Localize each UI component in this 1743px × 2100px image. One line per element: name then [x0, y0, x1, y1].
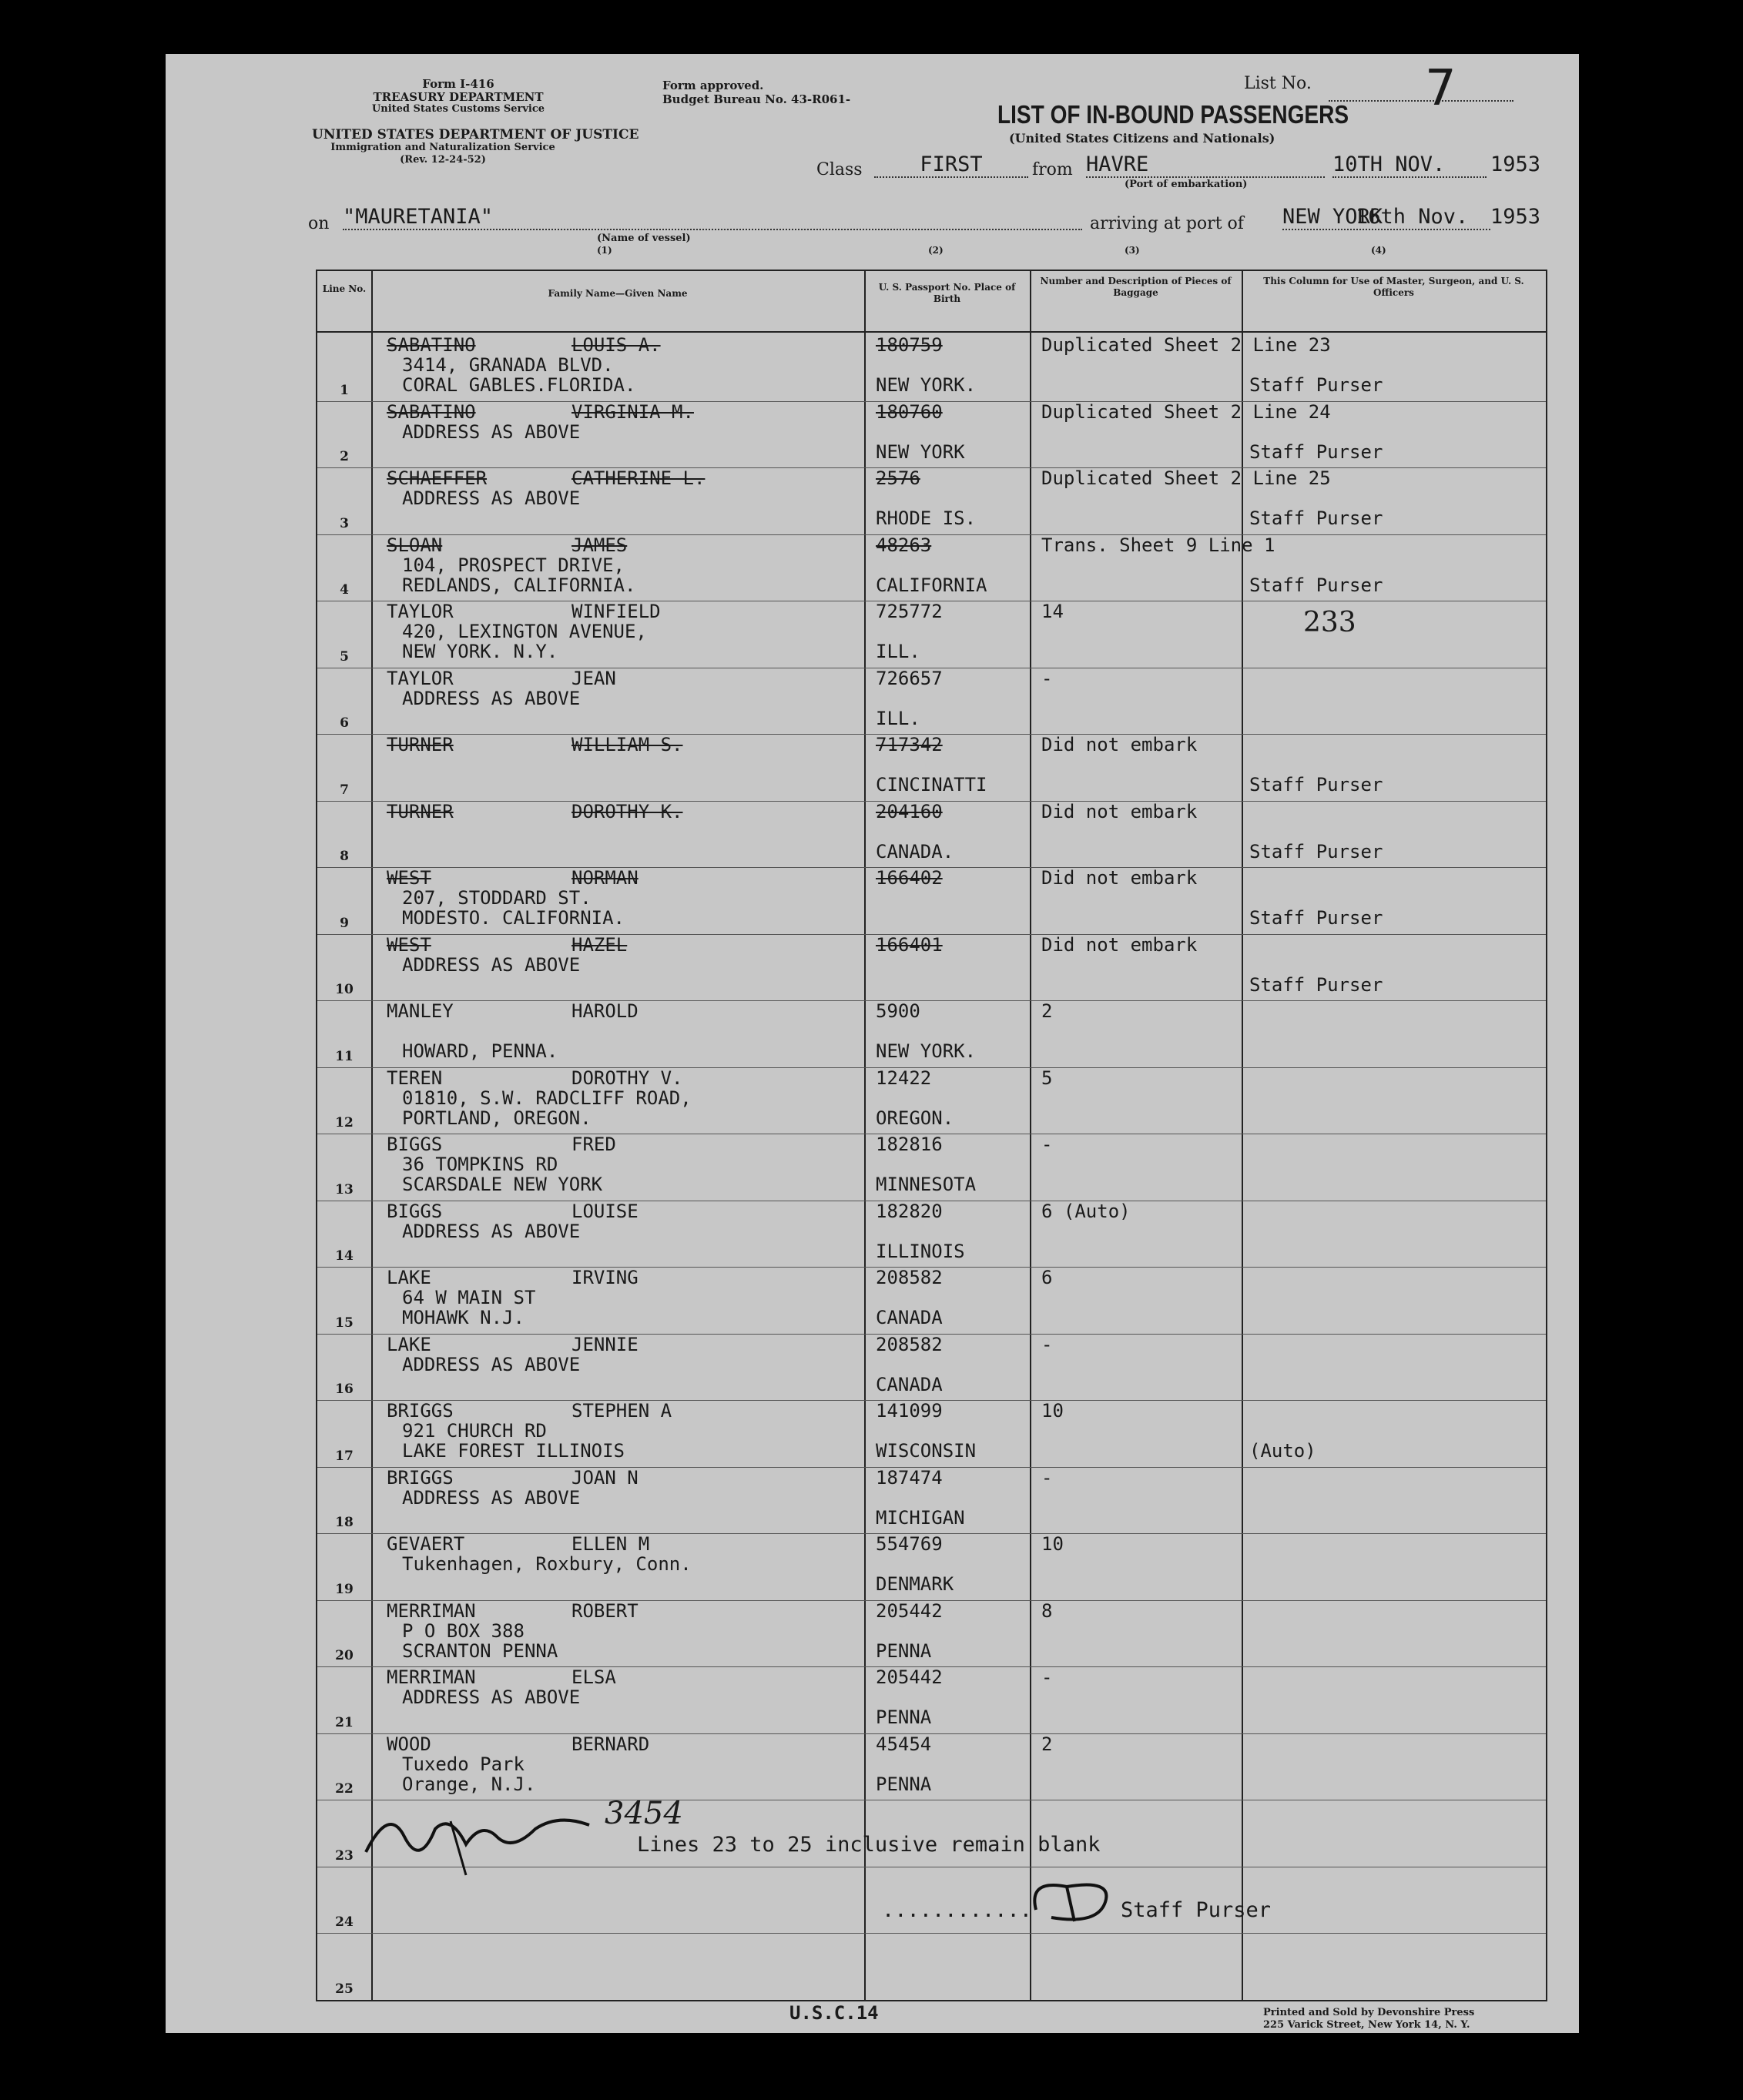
- given-name: DOROTHY K.: [572, 800, 683, 822]
- line-number: 1: [340, 382, 349, 398]
- punch-hole: [119, 1463, 155, 1499]
- place-of-birth: PENNA: [876, 1773, 932, 1795]
- table-row: [317, 1533, 1546, 1600]
- line-number: 10: [335, 982, 354, 997]
- address-line-1: 36 TOMPKINS RD: [402, 1154, 558, 1175]
- address-line-1: ADDRESS AS ABOVE: [402, 1686, 581, 1708]
- line-number: 8: [340, 849, 349, 864]
- address-line-1: P O BOX 388: [402, 1619, 525, 1642]
- table-row: [317, 1600, 1546, 1667]
- baggage-desc: -: [1041, 1134, 1053, 1155]
- passport-number: 725772: [876, 601, 943, 622]
- place-of-birth: CINCINATTI: [876, 774, 987, 795]
- address-line-1: ADDRESS AS ABOVE: [402, 1353, 581, 1375]
- table-row: [317, 467, 1546, 534]
- family-name: BIGGS: [387, 1200, 443, 1222]
- family-name: GEVAERT: [387, 1533, 465, 1555]
- baggage-note: Staff Purser: [1249, 774, 1383, 795]
- given-name: HAROLD: [572, 1000, 639, 1022]
- place-of-birth: MICHIGAN: [876, 1506, 965, 1529]
- address-line-2: Orange, N.J.: [402, 1773, 536, 1795]
- line-number: 7: [340, 782, 349, 798]
- place-of-birth: CANADA.: [876, 840, 954, 862]
- line-number: 13: [335, 1181, 354, 1197]
- printer-line-2: 225 Varick Street, New York 14, N. Y.: [1263, 2019, 1470, 2031]
- given-name: LOUIS A.: [572, 334, 661, 356]
- passport-number: 187474: [876, 1466, 943, 1489]
- baggage-note: Staff Purser: [1249, 840, 1383, 862]
- table-row: [317, 801, 1546, 868]
- arrival-year: 1953: [1490, 205, 1541, 229]
- place-of-birth: ILL.: [876, 707, 920, 729]
- punch-hole: [119, 112, 155, 147]
- address-line-1: 420, LEXINGTON AVENUE,: [402, 621, 647, 642]
- on-label: on: [308, 214, 330, 233]
- passport-number: 166402: [876, 867, 943, 889]
- table-row: [317, 1467, 1546, 1534]
- family-name: TEREN: [387, 1067, 443, 1089]
- family-name: TURNER: [387, 800, 454, 822]
- address-line-2: MOHAWK N.J.: [402, 1307, 525, 1328]
- address-line-1: 3414, GRANADA BLVD.: [402, 354, 614, 376]
- doj-title: UNITED STATES DEPARTMENT OF JUSTICE: [312, 127, 639, 142]
- table-row: [317, 601, 1546, 668]
- address-line-2: REDLANDS, CALIFORNIA.: [402, 574, 636, 596]
- line-number: 5: [340, 648, 349, 665]
- form-code: U.S.C.14: [789, 2002, 879, 2024]
- footer-staff-purser: Staff Purser: [1121, 1898, 1272, 1922]
- given-name: JAMES: [572, 534, 628, 556]
- line-number: 20: [335, 1648, 354, 1663]
- table-row: [317, 334, 1546, 401]
- baggage-desc: Trans. Sheet 9 Line 1: [1041, 534, 1275, 556]
- given-name: STEPHEN A: [572, 1400, 672, 1422]
- family-name: MANLEY: [387, 1000, 454, 1022]
- family-name: BRIGGS: [387, 1400, 454, 1422]
- place-of-birth: NEW YORK.: [876, 374, 977, 396]
- address-line-2: LAKE FOREST ILLINOIS: [402, 1440, 625, 1462]
- place-of-birth: RHODE IS.: [876, 507, 977, 529]
- family-name: TAYLOR: [387, 601, 454, 622]
- family-name: TURNER: [387, 734, 454, 755]
- baggage-desc: 5: [1041, 1067, 1053, 1089]
- vessel-name: "MAURETANIA": [343, 205, 1082, 230]
- arrival-date: 16th Nov.: [1356, 205, 1469, 229]
- baggage-desc: 10: [1041, 1533, 1064, 1555]
- address-line-1: Tukenhagen, Roxbury, Conn.: [402, 1553, 692, 1575]
- col-head-name: Family Name—Given Name: [548, 288, 688, 299]
- family-name: MERRIMAN: [387, 1666, 476, 1688]
- col-head-passport: U. S. Passport No. Place of Birth: [878, 282, 1016, 304]
- embark-date: 10TH NOV.: [1332, 152, 1487, 178]
- given-name: FRED: [572, 1134, 616, 1155]
- table-row: [317, 1933, 1546, 2000]
- address-line-1: ADDRESS AS ABOVE: [402, 420, 581, 443]
- line-number: 12: [335, 1115, 354, 1130]
- baggage-desc: 2: [1041, 1733, 1053, 1755]
- family-name: WOOD: [387, 1733, 431, 1755]
- baggage-desc: -: [1041, 1333, 1053, 1355]
- address-line-1: ADDRESS AS ABOVE: [402, 1220, 581, 1242]
- family-name: LAKE: [387, 1333, 431, 1355]
- place-of-birth: MINNESOTA: [876, 1174, 977, 1195]
- printer-line-1: Printed and Sold by Devonshire Press: [1263, 2007, 1475, 2018]
- family-name: MERRIMAN: [387, 1599, 476, 1622]
- line-number: 11: [335, 1048, 354, 1064]
- baggage-desc: 2: [1041, 1000, 1053, 1022]
- place-of-birth: CANADA: [876, 1307, 943, 1328]
- passport-number: 45454: [876, 1733, 932, 1755]
- place-of-birth: WISCONSIN: [876, 1440, 977, 1462]
- line-number: 24: [335, 1914, 354, 1930]
- punch-hole: [104, 373, 139, 409]
- family-name: SCHAEFFER: [387, 467, 488, 489]
- given-name: ROBERT: [572, 1599, 639, 1622]
- from-value: HAVRE: [1086, 152, 1325, 178]
- passport-number: 205442: [876, 1599, 943, 1622]
- officer-note: 233: [1303, 607, 1356, 638]
- line-number: 21: [335, 1714, 354, 1730]
- address-line-1: Tuxedo Park: [402, 1753, 525, 1775]
- place-of-birth: CANADA: [876, 1373, 943, 1395]
- baggage-desc: 6 (Auto): [1041, 1200, 1131, 1222]
- baggage-note: Staff Purser: [1249, 907, 1383, 929]
- place-of-birth: PENNA: [876, 1706, 932, 1728]
- given-name: JEAN: [572, 667, 616, 689]
- address-line-2: MODESTO. CALIFORNIA.: [402, 907, 625, 929]
- baggage-desc: Duplicated Sheet 2 Line 23: [1041, 334, 1331, 356]
- passport-number: 180760: [876, 400, 943, 423]
- line-number: 25: [335, 1981, 354, 1997]
- given-name: JENNIE: [572, 1333, 639, 1355]
- passport-number: 208582: [876, 1333, 943, 1355]
- address-line-1: 104, PROSPECT DRIVE,: [402, 554, 625, 576]
- col-head-line: Line No.: [322, 283, 367, 294]
- baggage-desc: 6: [1041, 1267, 1053, 1288]
- punch-hole: [119, 1120, 155, 1156]
- line-number: 3: [340, 515, 349, 531]
- line-number: 6: [340, 715, 349, 731]
- baggage-note: Staff Purser: [1249, 440, 1383, 463]
- baggage-desc: 14: [1041, 601, 1064, 622]
- line-number: 4: [340, 582, 349, 598]
- family-name: LAKE: [387, 1267, 431, 1288]
- address-line-2: PORTLAND, OREGON.: [402, 1107, 592, 1129]
- baggage-desc: Duplicated Sheet 2 Line 25: [1041, 467, 1331, 489]
- baggage-desc: 8: [1041, 1599, 1053, 1622]
- vessel-note: (Name of vessel): [597, 233, 691, 244]
- line-number: 14: [335, 1248, 354, 1264]
- place-of-birth: OREGON.: [876, 1107, 954, 1129]
- family-name: BIGGS: [387, 1134, 443, 1155]
- address-line-2: HOWARD, PENNA.: [402, 1040, 558, 1062]
- baggage-desc: -: [1041, 1666, 1053, 1688]
- passport-number: 182820: [876, 1200, 943, 1222]
- table-row: [317, 934, 1546, 1001]
- handwritten-signature: [358, 1790, 612, 1883]
- table-row: [317, 734, 1546, 801]
- address-line-1: ADDRESS AS ABOVE: [402, 953, 581, 976]
- line-number: 15: [335, 1315, 354, 1331]
- customs-service: United States Customs Service: [371, 103, 545, 115]
- rev-date: (Rev. 12-24-52): [400, 154, 486, 166]
- table-row: [317, 1067, 1546, 1134]
- punch-hole: [119, 724, 155, 759]
- baggage-desc: Did not embark: [1041, 933, 1198, 956]
- treasury-dept: TREASURY DEPARTMENT: [373, 90, 544, 104]
- address-line-1: 64 W MAIN ST: [402, 1287, 536, 1308]
- header-rule: [317, 331, 1546, 333]
- table-row: [317, 867, 1546, 934]
- baggage-note: Staff Purser: [1249, 374, 1383, 396]
- handwritten-number: 3454: [605, 1796, 683, 1831]
- line-number: 17: [335, 1448, 354, 1464]
- place-of-birth: ILL.: [876, 641, 920, 662]
- place-of-birth: DENMARK: [876, 1573, 954, 1595]
- table-row: [317, 534, 1546, 601]
- given-name: WINFIELD: [572, 601, 661, 622]
- address-line-2: CORAL GABLES.FLORIDA.: [402, 374, 636, 396]
- line-number: 22: [335, 1781, 354, 1797]
- passport-number: 554769: [876, 1533, 943, 1555]
- page-title: LIST OF IN-BOUND PASSENGERS: [997, 100, 1349, 129]
- line-number: 18: [335, 1515, 354, 1530]
- page-subtitle: (United States Citizens and Nationals): [1009, 131, 1275, 146]
- baggage-desc: Did not embark: [1041, 734, 1198, 755]
- line-number: 19: [335, 1581, 354, 1597]
- passport-number: 205442: [876, 1666, 943, 1688]
- given-name: HAZEL: [572, 933, 628, 956]
- col-num-4: (4): [1371, 245, 1386, 256]
- passenger-table: [316, 270, 1547, 2001]
- family-name: SABATINO: [387, 334, 476, 356]
- passport-number: 182816: [876, 1134, 943, 1155]
- given-name: WILLIAM S.: [572, 734, 683, 755]
- col-head-officers: This Column for Use of Master, Surgeon, and U. S. Officers: [1263, 276, 1524, 298]
- col-num-2: (2): [928, 245, 944, 256]
- embark-year: 1953: [1490, 152, 1541, 176]
- place-of-birth: ILLINOIS: [876, 1240, 965, 1262]
- address-line-1: ADDRESS AS ABOVE: [402, 1486, 581, 1509]
- baggage-note: (Auto): [1249, 1440, 1316, 1462]
- given-name: JOAN N: [572, 1466, 639, 1489]
- arriving-label: arriving at port of: [1090, 214, 1244, 233]
- line-number: 2: [340, 449, 349, 464]
- list-no-line: [1329, 85, 1513, 102]
- place-of-birth: PENNA: [876, 1639, 932, 1662]
- address-line-2: NEW YORK. N.Y.: [402, 641, 558, 662]
- address-line-1: ADDRESS AS ABOVE: [402, 487, 581, 509]
- baggage-desc: Did not embark: [1041, 867, 1198, 889]
- baggage-desc: -: [1041, 667, 1053, 689]
- given-name: VIRGINIA M.: [572, 400, 694, 423]
- given-name: CATHERINE L.: [572, 467, 706, 489]
- port-note: (Port of embarkation): [1125, 179, 1248, 190]
- baggage-note: Staff Purser: [1249, 507, 1383, 529]
- passport-number: 166401: [876, 933, 943, 956]
- class-label: Class: [816, 160, 863, 179]
- line-number: 23: [335, 1847, 354, 1864]
- given-name: IRVING: [572, 1267, 639, 1288]
- budget-bureau: Budget Bureau No. 43-R061-: [662, 92, 851, 106]
- col-num-3: (3): [1125, 245, 1140, 256]
- manifest-sheet: [166, 54, 1579, 2033]
- line-number: 9: [340, 915, 349, 931]
- punch-hole: [104, 246, 139, 282]
- form-number: Form I-416: [422, 77, 494, 91]
- family-name: WEST: [387, 867, 431, 889]
- passport-number: 12422: [876, 1067, 932, 1089]
- list-no-value: 7: [1425, 60, 1456, 117]
- punch-hole: [119, 1956, 155, 1991]
- given-name: BERNARD: [572, 1733, 650, 1755]
- baggage-desc: 10: [1041, 1400, 1064, 1422]
- address-line-1: 01810, S.W. RADCLIFF ROAD,: [402, 1087, 692, 1109]
- family-name: BRIGGS: [387, 1466, 454, 1489]
- place-of-birth: NEW YORK.: [876, 1040, 977, 1062]
- passport-number: 204160: [876, 800, 943, 822]
- given-name: LOUISE: [572, 1200, 639, 1222]
- address-line-1: 921 CHURCH RD: [402, 1420, 547, 1442]
- address-line-2: SCARSDALE NEW YORK: [402, 1174, 603, 1195]
- class-value: FIRST: [874, 152, 1028, 178]
- baggage-note: Staff Purser: [1249, 574, 1383, 596]
- blank-lines-note: Lines 23 to 25 inclusive remain blank: [637, 1833, 1101, 1857]
- table-row: [317, 1666, 1546, 1733]
- passport-number: 208582: [876, 1267, 943, 1288]
- table-row: [317, 1400, 1546, 1467]
- baggage-desc: Duplicated Sheet 2 Line 24: [1041, 400, 1331, 423]
- line-number: 16: [335, 1382, 354, 1397]
- passport-number: 180759: [876, 334, 943, 356]
- passport-number: 2576: [876, 467, 920, 489]
- punch-hole: [119, 1767, 155, 1803]
- table-row: [317, 1000, 1546, 1067]
- table-row: [317, 668, 1546, 735]
- address-line-1: 207, STODDARD ST.: [402, 887, 592, 909]
- arrival-port: NEW YORK: [1282, 205, 1490, 230]
- initials-stamp: [1021, 1871, 1128, 1933]
- table-row: [317, 1334, 1546, 1401]
- punch-hole: [119, 828, 155, 863]
- given-name: DOROTHY V.: [572, 1067, 683, 1089]
- col-num-1: (1): [597, 245, 612, 256]
- given-name: ELSA: [572, 1666, 616, 1688]
- family-name: WEST: [387, 933, 431, 956]
- passport-number: 717342: [876, 734, 943, 755]
- place-of-birth: NEW YORK: [876, 440, 965, 463]
- place-of-birth: CALIFORNIA: [876, 574, 987, 596]
- table-row: [317, 401, 1546, 468]
- form-approved: Form approved.: [662, 79, 764, 92]
- footer-dots: ............: [882, 1898, 1033, 1922]
- col-head-baggage: Number and Description of Pieces of Baggage: [1040, 276, 1232, 298]
- from-label: from: [1032, 160, 1073, 179]
- table-row: [317, 1134, 1546, 1201]
- passport-number: 48263: [876, 534, 932, 556]
- baggage-desc: -: [1041, 1466, 1053, 1489]
- passport-number: 726657: [876, 667, 943, 689]
- ins-title: Immigration and Naturalization Service: [330, 142, 555, 153]
- passport-number: 141099: [876, 1400, 943, 1422]
- given-name: ELLEN M: [572, 1533, 650, 1555]
- family-name: SABATINO: [387, 400, 476, 423]
- punch-hole: [119, 597, 155, 632]
- baggage-desc: Did not embark: [1041, 800, 1198, 822]
- table-row: [317, 1201, 1546, 1268]
- address-line-2: SCRANTON PENNA: [402, 1639, 558, 1662]
- passport-number: 5900: [876, 1000, 920, 1022]
- baggage-note: Staff Purser: [1249, 973, 1383, 996]
- address-line-1: ADDRESS AS ABOVE: [402, 687, 581, 709]
- given-name: NORMAN: [572, 867, 639, 889]
- table-row: [317, 1267, 1546, 1334]
- list-no-label: List No.: [1244, 74, 1312, 93]
- family-name: TAYLOR: [387, 667, 454, 689]
- family-name: SLOAN: [387, 534, 443, 556]
